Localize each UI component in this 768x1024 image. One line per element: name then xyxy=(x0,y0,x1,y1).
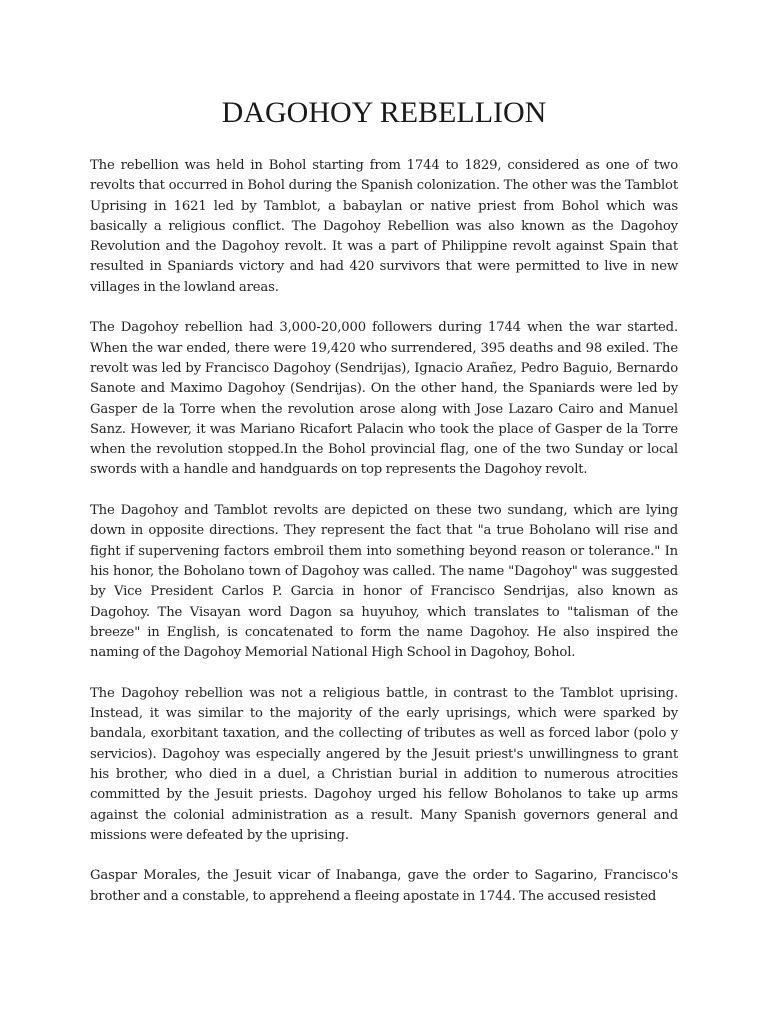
document-body xyxy=(90,156,678,907)
paragraph-3: The Dagohoy and Tamblot revolts are depicted on these two sundang, which are lying down in opposite directions. They represent the fact that "a true Boholano will rise and fight if supervening factors embroil them into something beyond reason or tolerance." In his honor, the Boholano town of Dagohoy was called. The name "Dagohoy" was suggested by Vice President Carlos P. Garcia in honor of Francisco Sendrijas, also known as Dagohoy. The Visayan word Dagon sa huyuhoy, which translates to "talisman of the breeze" in English, is concatenated to form the name Dagohoy. He also inspired the naming of the Dagohoy Memorial National High School in Dagohoy, Bohol. xyxy=(90,503,678,661)
document-title: DAGOHOY REBELLION xyxy=(221,96,547,129)
paragraph-2: The Dagohoy rebellion had 3,000-20,000 followers during 1744 when the war started. When the war ended, there were 19,420 who surrendered, 395 deaths and 98 exiled. The revolt was led by Francisco Dagohoy (Sendrijas), Ignacio Arañez, Pedro Baguio, Bernardo Sanote and Maximo Dagohoy (Sendrijas). On the other hand, the Spaniards were led by Gasper de la Torre when the revolution arose along with Jose Lazaro Cairo and Manuel Sanz. However, it was Mariano Ricafort Palacin who took the place of Gasper de la Torre when the revolution stopped.In the Bohol provincial flag, one of the two Sunday or local swords with a handle and handguards on top represents the Dagohoy revolt. xyxy=(90,320,678,478)
paragraph-4: The Dagohoy rebellion was not a religious battle, in contrast to the Tamblot uprising. Instead, it was similar to the majority of the early uprisings, which were sparked by bandala, exorbitant taxation, and the collecting of tributes as well as forced labor (polo y servicios). Dagohoy was especially angered by the Jesuit priest's unwillingness to grant his brother, who died in a duel, a Christian burial in addition to numerous atrocities committed by the Jesuit priests. Dagohoy urged his fellow Boholanos to take up arms against the colonial administration as a result. Many Spanish governors general and missions were defeated by the uprising. xyxy=(90,685,678,843)
paragraph-5: Gaspar Morales, the Jesuit vicar of Inabanga, gave the order to Sagarino, Francisco's brother and a constable, to apprehend a fleeing apostate in 1744. The accused resisted xyxy=(90,868,678,904)
paragraph-1: The rebellion was held in Bohol starting from 1744 to 1829, considered as one of two revolts that occurred in Bohol during the Spanish colonization. The other was the Tamblot Uprising in 1621 led by Tamblot, a babaylan or native priest from Bohol which was basically a religious conflict. The Dagohoy Rebellion was also known as the Dagohoy Revolution and the Dagohoy revolt. It was a part of Philippine revolt against Spain that resulted in Spaniards victory and had 420 survivors that were permitted to live in new villages in the lowland areas. xyxy=(90,158,678,295)
